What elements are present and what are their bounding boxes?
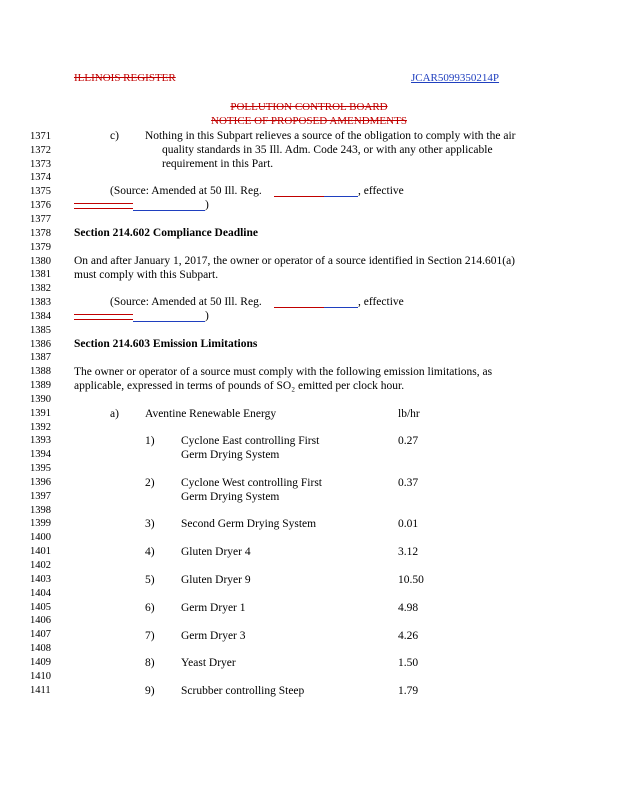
deleted-blank (74, 319, 133, 320)
deleted-blank (74, 203, 133, 204)
line-number: 1399 (30, 518, 51, 529)
item-value: 10.50 (398, 574, 424, 586)
item-number: 8) (145, 657, 155, 669)
item-name: Germ Dryer 1 (181, 602, 246, 614)
source-effective: , effective (358, 296, 404, 308)
line-number: 1407 (30, 629, 51, 640)
company-name: Aventine Renewable Energy (145, 408, 277, 420)
line-number: 1389 (30, 380, 51, 391)
board-title: POLLUTION CONTROL BOARD (230, 101, 388, 113)
deleted-blank (74, 314, 133, 315)
line-number: 1394 (30, 449, 51, 460)
register-header: ILLINOIS REGISTER (74, 72, 176, 84)
item-name: Scrubber controlling Steep (181, 685, 305, 697)
line-number: 1388 (30, 366, 51, 377)
line-number: 1392 (30, 422, 51, 433)
line-number: 1372 (30, 145, 51, 156)
line-number: 1398 (30, 505, 51, 516)
line-number: 1383 (30, 297, 51, 308)
item-name: Germ Dryer 3 (181, 630, 246, 642)
line-number: 1381 (30, 269, 51, 280)
source-close: ) (205, 199, 209, 211)
line-number: 1384 (30, 311, 51, 322)
line-number: 1387 (30, 352, 51, 363)
line-number: 1402 (30, 560, 51, 571)
item-value: 0.27 (398, 435, 419, 447)
inserted-blank (324, 196, 358, 197)
para-c-line: quality standards in 35 Ill. Adm. Code 243, or with any other applicable (162, 144, 493, 156)
item-value: 1.50 (398, 657, 419, 669)
line-number: 1411 (30, 685, 51, 696)
item-number: 4) (145, 546, 155, 558)
source-note: (Source: Amended at 50 Ill. Reg. (110, 296, 262, 308)
inserted-blank (133, 210, 205, 211)
item-value: 1.79 (398, 685, 419, 697)
item-number: 3) (145, 518, 155, 530)
section-text: must comply with this Subpart. (74, 269, 219, 281)
line-number: 1386 (30, 339, 51, 350)
item-number: 1) (145, 435, 155, 447)
item-value: 3.12 (398, 546, 419, 558)
item-name: Germ Drying System (181, 449, 280, 461)
line-number: 1374 (30, 172, 51, 183)
unit-header: lb/hr (398, 408, 420, 420)
source-effective: , effective (358, 185, 404, 197)
line-number: 1401 (30, 546, 51, 557)
item-name: Gluten Dryer 4 (181, 546, 251, 558)
item-value: 0.37 (398, 477, 419, 489)
line-number: 1397 (30, 491, 51, 502)
item-number: 5) (145, 574, 155, 586)
line-number: 1409 (30, 657, 51, 668)
line-number: 1380 (30, 256, 51, 267)
section-text: The owner or operator of a source must comply with the following emission limitations, as (74, 366, 493, 378)
line-number: 1385 (30, 325, 51, 336)
section-heading: Section 214.603 Emission Limitations (74, 338, 258, 350)
line-number: 1410 (30, 671, 51, 682)
section-heading: Section 214.602 Compliance Deadline (74, 227, 258, 239)
line-number: 1400 (30, 532, 51, 543)
line-number: 1371 (30, 131, 51, 142)
line-number: 1395 (30, 463, 51, 474)
line-number: 1405 (30, 602, 51, 613)
inserted-blank (133, 321, 205, 322)
item-name: Second Germ Drying System (181, 518, 317, 530)
deleted-blank (74, 208, 133, 209)
deleted-blank (274, 196, 324, 197)
item-value: 0.01 (398, 518, 419, 530)
line-number: 1393 (30, 435, 51, 446)
line-number: 1404 (30, 588, 51, 599)
item-value: 4.98 (398, 602, 419, 614)
line-number: 1403 (30, 574, 51, 585)
item-name: Cyclone West controlling First (181, 477, 323, 489)
inserted-blank (324, 307, 358, 308)
section-text: On and after January 1, 2017, the owner or operator of a source identified in Section 214.601(a) (74, 255, 516, 267)
item-name: Cyclone East controlling First (181, 435, 320, 447)
line-number: 1373 (30, 159, 51, 170)
notice-title: NOTICE OF PROPOSED AMENDMENTS (211, 115, 407, 127)
line-number: 1377 (30, 214, 51, 225)
line-number: 1376 (30, 200, 51, 211)
line-number: 1375 (30, 186, 51, 197)
item-number: 6) (145, 602, 155, 614)
item-name: Yeast Dryer (181, 657, 236, 669)
para-c-label: c) (110, 130, 119, 142)
deleted-blank (274, 307, 324, 308)
item-number: 7) (145, 630, 155, 642)
line-number: 1390 (30, 394, 51, 405)
source-note: (Source: Amended at 50 Ill. Reg. (110, 185, 262, 197)
item-number: 9) (145, 685, 155, 697)
item-value: 4.26 (398, 630, 419, 642)
line-number: 1396 (30, 477, 51, 488)
table-label: a) (110, 408, 119, 420)
line-number: 1382 (30, 283, 51, 294)
item-name: Gluten Dryer 9 (181, 574, 251, 586)
para-c-line: Nothing in this Subpart relieves a source of the obligation to comply with the air (145, 130, 516, 142)
source-close: ) (205, 310, 209, 322)
para-c-line: requirement in this Part. (162, 158, 274, 170)
line-number: 1378 (30, 228, 51, 239)
item-number: 2) (145, 477, 155, 489)
line-number: 1408 (30, 643, 51, 654)
section-text: applicable, expressed in terms of pounds of SO₂ emitted per clock hour. (74, 380, 405, 392)
jcar-code: JCAR5099350214P (411, 72, 500, 84)
line-number: 1391 (30, 408, 51, 419)
line-number: 1379 (30, 242, 51, 253)
item-name: Germ Drying System (181, 491, 280, 503)
line-number: 1406 (30, 615, 51, 626)
